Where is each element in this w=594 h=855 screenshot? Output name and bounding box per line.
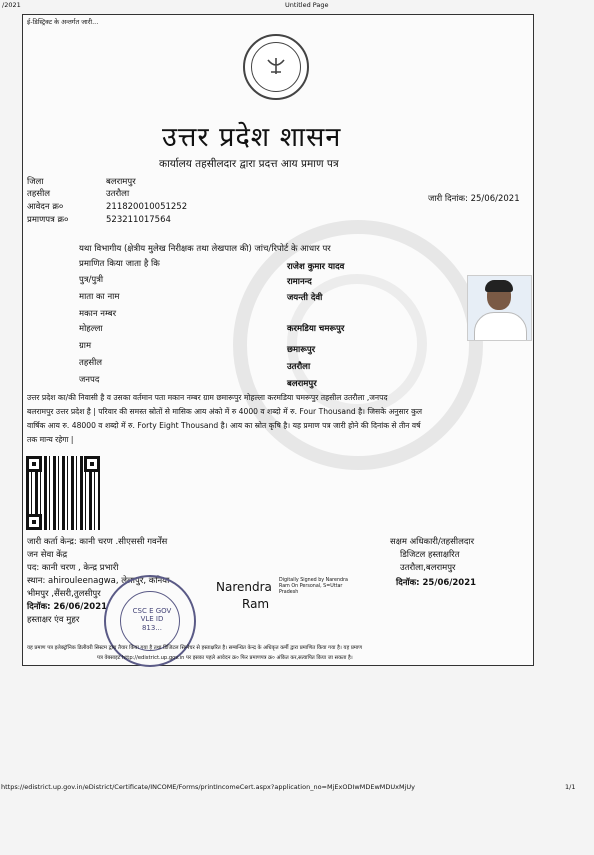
detail-label-mother: माता का नाम	[79, 292, 120, 302]
issuer-right-line-2: डिजिटल हस्ताक्षरित	[400, 550, 460, 560]
issuer-left-line-3: पद: कानी चरण , केन्द्र प्रभारी	[27, 563, 119, 573]
issue-date: जारी दिनांक: 25/06/2021	[428, 194, 520, 204]
issuer-left-line-1: जारी कर्ता केन्द्र: कानी चरण .सीएससी गवर्नेंस	[27, 537, 168, 547]
field-label-certificate-no: प्रमाणपत्र क्र०	[27, 215, 69, 225]
detail-value-tehsil2: उतरौला	[287, 362, 311, 372]
issuer-left-line-4: स्थान: ahirouleenagwa, लेलापुर, कनिया	[27, 576, 170, 586]
detail-value-mohalla: करमडिया चमरूपुर	[287, 324, 345, 334]
issuer-left-signature-label: हस्ताक्षर एंव मुहर	[27, 615, 80, 625]
print-url: https://edistrict.up.gov.in/eDistrict/Certificate/INCOME/Forms/printIncomeCert.aspx?application_no=MjExODIwMDEwMDUxMjUy	[1, 783, 415, 791]
signature-detail-1: Digitally Signed by Narendra	[279, 578, 348, 583]
field-value-district: बलरामपुर	[106, 177, 136, 187]
signature-details	[279, 578, 348, 596]
page-title: Untitled Page	[285, 1, 329, 9]
header-note: ई-डिस्ट्रिक्ट के अन्तर्गत जारी...	[27, 18, 99, 26]
footer-line-2: पत्र वेबसाइट http://edistrict.up.gov.in पर इसका पहले आवेदन क्र० फिर प्रमाणपत्र क्र० अंकित कर,सत्यापित किया जा सकता है।	[97, 655, 353, 661]
issuer-right-date: दिनॉक: 25/06/2021	[396, 578, 477, 588]
issuer-right-line-1: सक्षम अधिकारी/तहसीलदार	[390, 537, 475, 547]
intro-line-2: प्रमाणित किया जाता है कि	[79, 259, 160, 269]
body-line-2: बलरामपुर उत्तर प्रदेश है | परिवार की समस्त स्रोतों से मासिक आय अंको में रु 4000 व शब्दो में रु. Four Thousand है। जिसके अनुसार कुल	[27, 407, 423, 416]
up-government-emblem-icon	[243, 34, 309, 100]
issuer-left-line-5: भीमपुर ,सैंसरी,तुलसीपुर	[27, 589, 101, 599]
qr-code-icon	[26, 456, 100, 530]
seal-text: CSC E GOV VLE ID 813...	[132, 607, 172, 632]
field-value-application-no: 211820010051252	[106, 202, 188, 212]
detail-label-village: ग्राम	[79, 341, 92, 351]
body-line-4: तक मान्य रहेगा |	[27, 435, 74, 444]
issuer-right-line-3: उतरौला,बलरामपुर	[400, 563, 456, 573]
footer-line-1: यह प्रमाण पत्र इलेक्ट्रॉनिक डिलीवरी सिस्टम द्वारा तैयार किया गया है तथा डिजिटल सिग्नेचर से हस्ताक्षरित है। सम्बन्धित केन्द्र के अधिकृत कर्मी द्वारा प्रमाणित किया गया है। यह प्रमाण	[27, 645, 362, 651]
watermark-emblem-icon	[233, 220, 483, 470]
body-line-3: वार्षिक आय रु. 48000 व शब्दो में रु. Forty Eight Thousand है। आय का स्रोत कृषि है। यह प्रमाण पत्र जारी होने की दिनांक से तीन वर्ष	[27, 421, 421, 430]
detail-value-mother: जयन्ती देवी	[287, 293, 323, 303]
intro-line-1: यथा विभागीय (क्षेत्रीय मुलेख निरीक्षक तथा लेखपाल की) जांच/रिपोर्ट के आधार पर	[79, 244, 331, 254]
field-value-tehsil: उतरौला	[106, 189, 130, 199]
field-value-certificate-no: 523211017564	[106, 215, 171, 225]
signer-name-line-2: Ram	[242, 597, 270, 611]
detail-label-district2: जनपद	[79, 375, 100, 385]
signer-name-line-1: Narendra	[216, 580, 272, 594]
field-label-tehsil: तहसील	[27, 189, 51, 199]
certificate-title: उत्तर प्रदेश शासन	[162, 122, 342, 153]
field-label-application-no: आवेदन क्र०	[27, 202, 64, 212]
applicant-name: राजेश कुमार यादव	[287, 262, 345, 272]
signature-detail-3: Pradesh	[279, 589, 299, 595]
detail-label-house: मकान नम्बर	[79, 309, 117, 319]
body-line-1: उत्तर प्रदेश का/की निवासी है व उसका वर्तमान पता मकान नम्बर ग्राम छमारूपुर मोहल्ला करमडिया चमरूपुर तहसील उतरौला ,जनपद	[27, 393, 388, 402]
page-count: 1/1	[565, 783, 576, 791]
detail-label-parent: पुत्र/पुत्री	[79, 275, 104, 285]
issuer-left-date: दिनॉक: 26/06/2021	[27, 602, 108, 612]
detail-value-parent: रामानन्द	[287, 277, 312, 287]
applicant-photo	[467, 275, 532, 341]
certificate-subtitle: कार्यालय तहसीलदार द्वारा प्रदत्त आय प्रमाण पत्र	[159, 158, 339, 170]
print-date: /2021	[2, 1, 21, 9]
field-label-district: जिला	[27, 177, 44, 187]
detail-label-tehsil2: तहसील	[79, 358, 103, 368]
detail-value-village: छमारूपुर	[287, 345, 316, 355]
issuer-left-line-2: जन सेवा केंद्र	[27, 550, 68, 560]
detail-value-district2: बलरामपुर	[287, 379, 317, 389]
signature-detail-2: Ram On Personal, S=Uttar	[279, 583, 343, 589]
detail-label-mohalla: मोहल्ला	[79, 324, 103, 334]
